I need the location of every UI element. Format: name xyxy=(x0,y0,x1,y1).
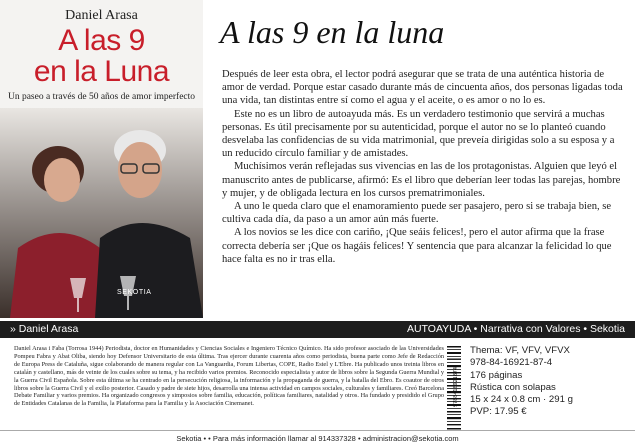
spec-binding: Rústica con solapas xyxy=(470,381,556,393)
synopsis-paragraph: A uno le queda claro que el enamoramiento puede ser pasajero, pero si se trabaja bien, se cultiva cada día, da paso a un amor aún más fuerte. xyxy=(222,201,612,226)
spec-isbn: 978-84-16921-87-4 xyxy=(470,357,553,369)
man-jacket xyxy=(95,223,203,318)
band-author: » Daniel Arasa xyxy=(10,323,79,335)
book-specs xyxy=(470,345,573,419)
spec-price: PVP: 17.95 € xyxy=(470,406,527,418)
spec-thema: Thema: VF, VFV, VFVX xyxy=(470,345,570,356)
band-categories: AUTOAYUDA • Narrativa con Valores • Sekotia xyxy=(406,323,625,335)
cover-publisher-logo: SEKOTIA xyxy=(117,289,152,296)
footer-divider xyxy=(0,430,635,431)
man-face xyxy=(118,142,162,198)
spec-dimensions: 15 x 24 x 0.8 cm · 291 g xyxy=(470,394,573,406)
synopsis-paragraph: Este no es un libro de autoayuda más. Es un verdadero testimonio que servirá a muchas personas. Es útil precisamente por su autenticidad, porque el autor no se lo planteó cuando desvelaba las confidencias de su vida matrimonial, que preveía dirigidas solo a su esposa y a un reducido círculo familiar y de amistades. xyxy=(222,108,615,160)
cover-title xyxy=(0,25,203,87)
barcode-number: 9788416921874 xyxy=(453,367,459,407)
footer-contact: Sekotia • • Para más información llamar al 914337328 • administracion@sekotia.com xyxy=(176,434,459,443)
info-band xyxy=(0,321,635,338)
book-cover xyxy=(0,0,203,318)
author-bio: Daniel Arasa i Faba (Torrosa 1944) Periodista, doctor en Humanidades y Ciencias Sociales e Ingeniero Técnico Químico. Ha sido profesor asociado de las Universidades Pompeu Fabra y Abat Oliba, siendo hoy Defensor Universitario de esta última. Tras ejercer durante cuarenta años como periodista, buena parte como Jefe de Redacción de Europa Press de Cataluña, sigue colaborando de manera regular con La Vanguardia, Forum Libertas, COPE, Radio Estel y L'Ebre. Ha publicado unos treinta libros en catalán y castellano, más de veinte de los cuales sobre su tema, y ha recibido varios premios. Reconocido especialista y autor de libros sobre la Segunda Guerra Mundial y la Guerra Civil Española. Sobre esta última se ha centrado en la persecución religiosa, la información y la propaganda de guerra, y la batalla del Ebro. Es coautor de otros libros sobre la Guerra Civil y el exilio posterior. Casado y padre de siete hijos, desarrolla una intensa actividad en campos sociales, culturales y familiares. Creó Barcelona Debate Familiar y varios premios. Ha organizado congresos y simposios sobre familia, educación, políticas familiares, natalidad y otros. Ha fundado y presidido el Grupo de Entidades Catalanas de la Familia, la Plataforma para la Familia y la Asociación Cinemanet. xyxy=(14,345,444,408)
cover-author: Daniel Arasa xyxy=(65,8,138,23)
page-title: A las 9 en la luna xyxy=(220,14,445,50)
synopsis-paragraph: A los novios se les dice con cariño, ¡Que seáis felices!, pero el autor afirma que la frase correcta debería ser ¡Que os hagáis felices! Y sentencia que para alcanzar la felicidad lo que hace falta es no ir tras ella. xyxy=(222,227,612,265)
cover-photo xyxy=(0,108,203,318)
synopsis-paragraph: Muchísimos verán reflejadas sus vivencias en las de los protagonistas. Alguien que leyó el manuscrito antes de publicarse, afirmó: Es el libro que deberían leer todas las parejas, hombre y mujer, y de obligada lectura en los cursos prematrimoniales. xyxy=(222,161,621,199)
synopsis-paragraph: Después de leer esta obra, el lector podrá asegurar que se trata de una auténtica historia de amor de verdad. Porque estar casado durante más de cincuenta años, dos personas ligadas toda una vida, tan distintas entre sí como el agua y el aceite, o es amor o no lo es. xyxy=(222,69,623,107)
cover-title-line-2: en la Luna xyxy=(33,55,170,88)
woman-sweater xyxy=(10,233,108,318)
spec-pages: 176 páginas xyxy=(470,369,523,381)
cover-subtitle: Un paseo a través de 50 años de amor imperfecto xyxy=(7,92,196,102)
woman-face xyxy=(44,158,80,202)
synopsis xyxy=(222,68,624,266)
cover-title-line-1: A las 9 xyxy=(58,24,145,57)
